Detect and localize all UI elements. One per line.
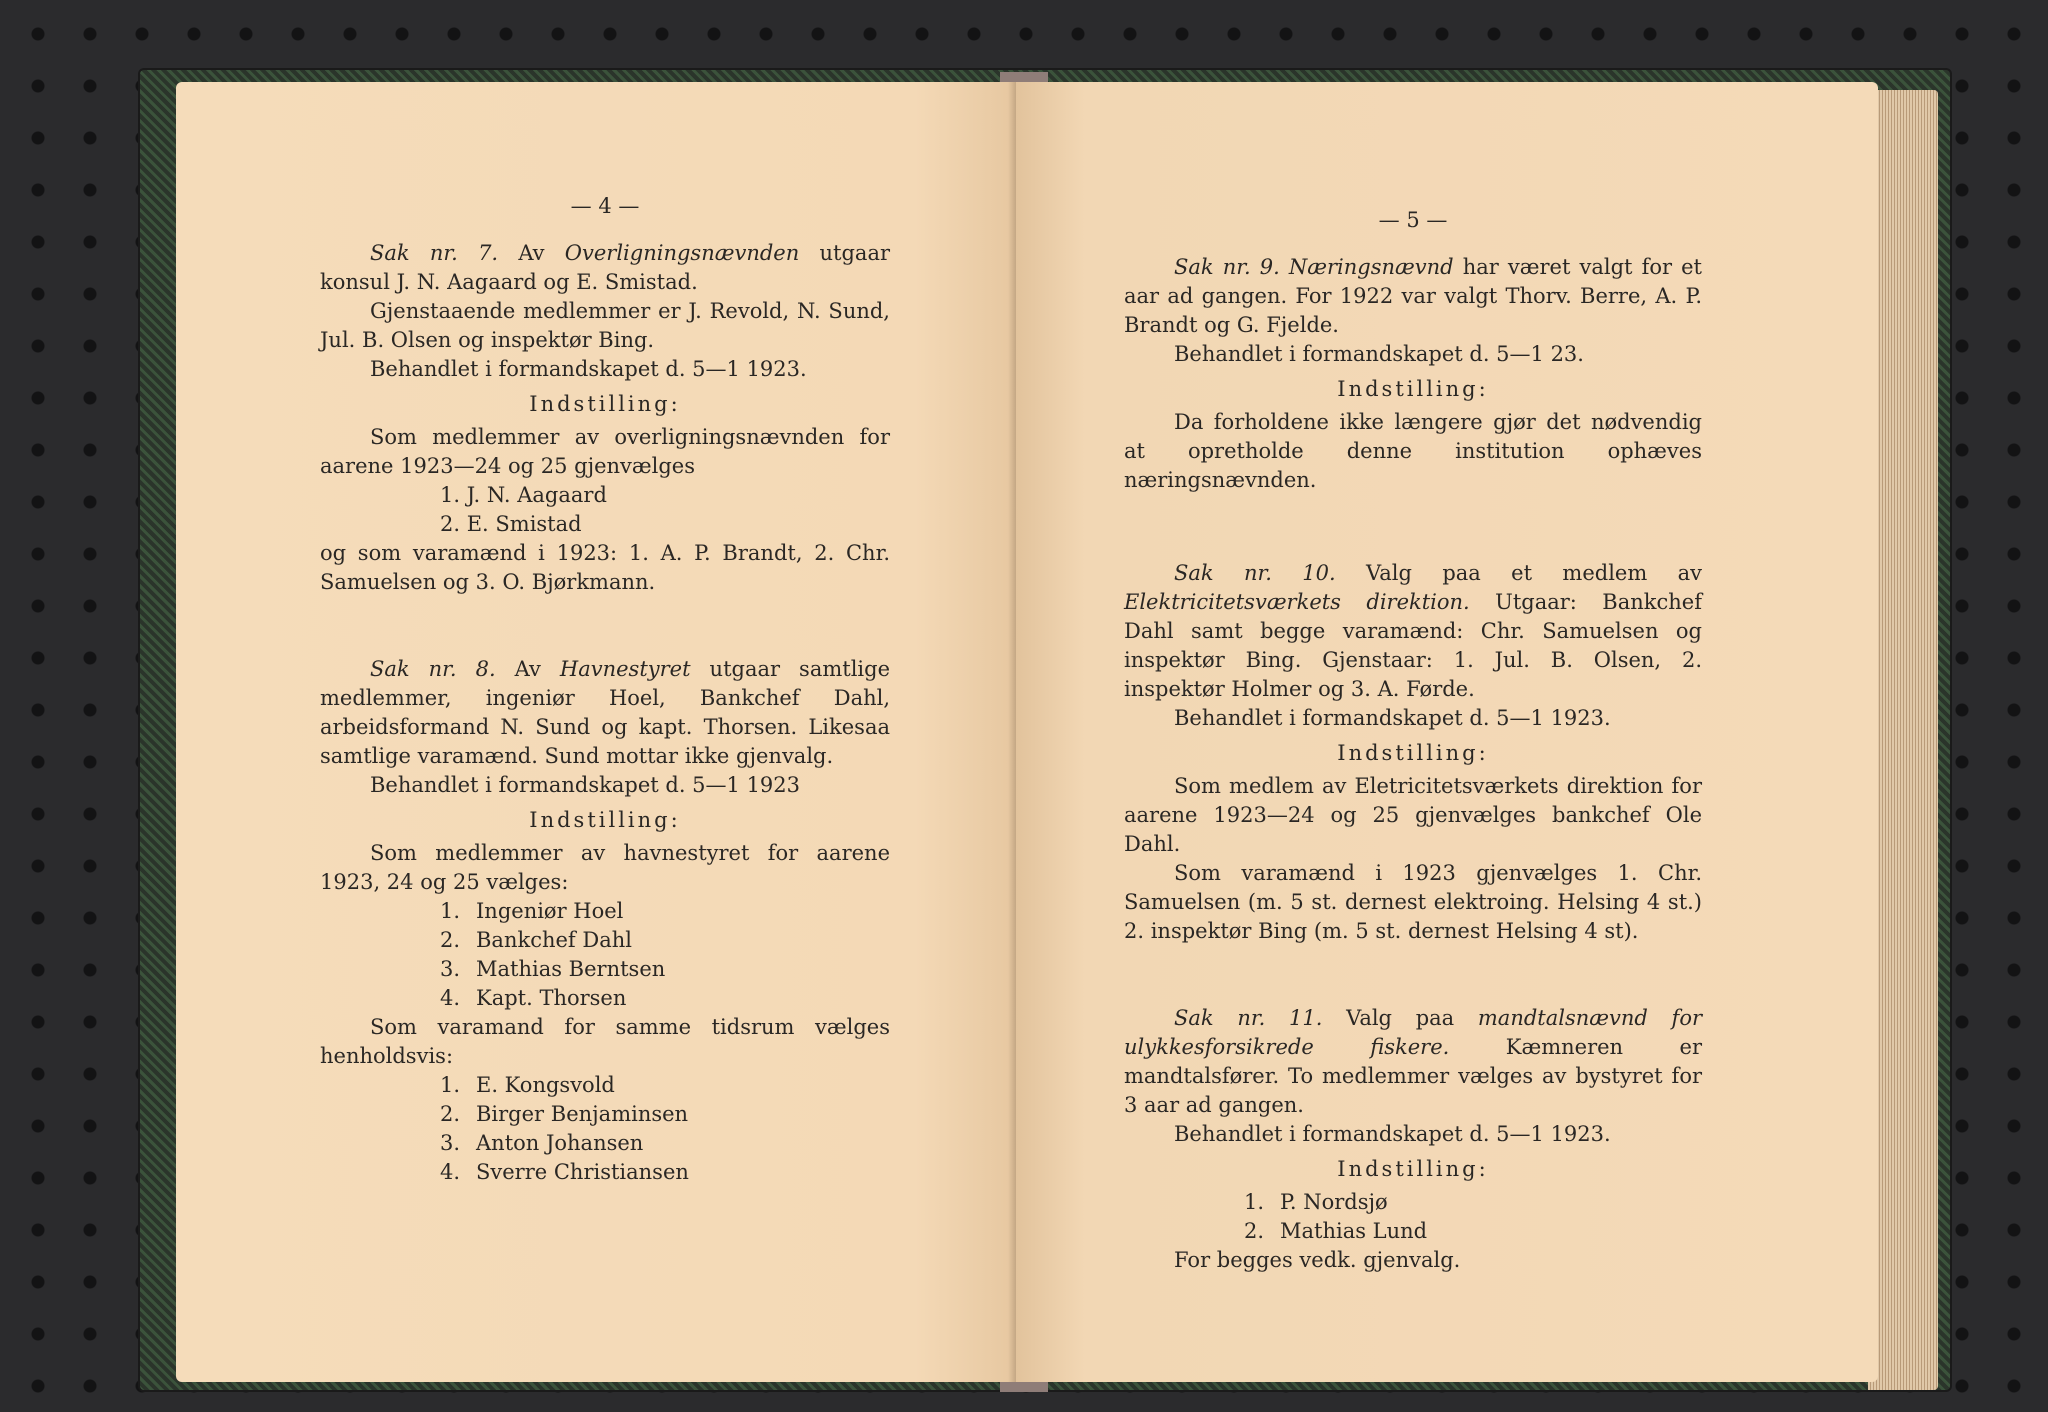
sak-heading: Sak nr. 10. — [1174, 561, 1336, 585]
left-page-text — [320, 192, 890, 1187]
sak-8-intro: Sak nr. 8. Av Havnestyret utgaar samtlige medlemmer, ingeniør Hoel, Bankchef Dahl, arbeidsformand N. Sund og kapt. Thorsen. Likesaa samtlige varamænd. Sund mottar ikke gjenvalg. — [320, 657, 891, 768]
list-item: 1. Ingeniør Hoel — [440, 899, 624, 923]
committee-name: Elektricitetsværkets direktion. — [1124, 590, 1470, 614]
list-item: 4. Kapt. Thorsen — [440, 986, 627, 1010]
list-item: 3. Mathias Berntsen — [440, 957, 666, 981]
sak-11-members — [1124, 1188, 1702, 1246]
committee-name: mandtalsnævnd for ulykkesforsikrede fiskere. — [1124, 1006, 1702, 1059]
left-page — [176, 82, 1016, 1382]
right-page-text — [1124, 206, 1702, 1275]
page-number: — 4 — — [570, 194, 640, 218]
list-item: 1. J. N. Aagaard — [440, 483, 607, 507]
right-page — [1016, 82, 1878, 1382]
sak-8-recommendation: Som medlemmer av havnestyret for aarene 1923, 24 og 25 vælges: — [320, 841, 890, 894]
sak-7-treated: Behandlet i formandskapet d. 5—1 1923. — [370, 357, 807, 381]
sak-10-recommendation: Som medlem av Eletricitetsværkets direktion for aarene 1923—24 og 25 gjenvælges bankchef Ole Dahl. — [1124, 774, 1702, 856]
sak-heading: Sak nr. 8. — [370, 657, 496, 681]
list-item: 2. E. Smistad — [440, 512, 582, 536]
sak-heading: Sak nr. 9. — [1174, 255, 1280, 279]
sak-7-members — [320, 481, 890, 539]
recommendation-heading: Indstilling: — [529, 808, 681, 832]
list-item: 2. Birger Benjaminsen — [440, 1102, 689, 1126]
sak-11-intro: Sak nr. 11. Valg paa mandtalsnævnd for ulykkesforsikrede fiskere. Kæmneren er mandtalsfører. To medlemmer vælges av bystyret for 3 aar ad gangen. — [1124, 1006, 1702, 1117]
list-item: 1. E. Kongsvold — [440, 1073, 615, 1097]
list-item: 2. Bankchef Dahl — [440, 928, 632, 952]
sak-10-deputies: Som varamænd i 1923 gjenvælges 1. Chr. Samuelsen (m. 5 st. dernest elektroing. Helsing 4 st.) 2. inspektør Bing (m. 5 st. dernest Helsing 4 st). — [1124, 861, 1702, 943]
committee-name: Overligningsnævnden — [564, 241, 800, 265]
sak-9-recommendation: Da forholdene ikke længere gjør det nødvendig at opretholde denne institution ophæves næringsnævnden. — [1124, 410, 1702, 492]
recommendation-heading: Indstilling: — [1337, 377, 1489, 401]
sak-8-members — [320, 897, 890, 1013]
sak-heading: Sak nr. 7. — [370, 241, 499, 265]
sak-8-deputies — [320, 1071, 890, 1187]
sak-7-deputies: og som varamænd i 1923: 1. A. P. Brandt, 2. Chr. Samuelsen og 3. O. Bjørkmann. — [320, 541, 890, 594]
sak-7-remaining: Gjenstaaende medlemmer er J. Revold, N. Sund, Jul. B. Olsen og inspektør Bing. — [320, 299, 890, 352]
sak-11-closing: For begges vedk. gjenvalg. — [1174, 1248, 1461, 1272]
recommendation-heading: Indstilling: — [1337, 741, 1489, 765]
sak-7-recommendation: Som medlemmer av overligningsnævnden for aarene 1923—24 og 25 gjenvælges — [320, 425, 890, 478]
sak-10-treated: Behandlet i formandskapet d. 5—1 1923. — [1174, 706, 1611, 730]
recommendation-heading: Indstilling: — [529, 392, 681, 416]
sak-10-intro: Sak nr. 10. Valg paa et medlem av Elektricitetsværkets direktion. Utgaar: Bankchef Dahl samt begge varamænd: Chr. Samuelsen og inspektør Bing. Gjenstaar: 1. Jul. B. Olsen, 2. inspektør Holmer og 3. A. Førde. — [1124, 561, 1702, 701]
list-item: 2. Mathias Lund — [1244, 1219, 1428, 1243]
sak-heading: Sak nr. 11. — [1174, 1006, 1323, 1030]
page-number: — 5 — — [1378, 208, 1448, 232]
sak-8-treated: Behandlet i formandskapet d. 5—1 1923 — [370, 773, 801, 797]
list-item: 3. Anton Johansen — [440, 1131, 644, 1155]
sak-11-treated: Behandlet i formandskapet d. 5—1 1923. — [1174, 1122, 1611, 1146]
list-item: 4. Sverre Christiansen — [440, 1160, 689, 1184]
committee-name: Næringsnævnd — [1288, 255, 1454, 279]
list-item: 1. P. Nordsjø — [1244, 1190, 1388, 1214]
recommendation-heading: Indstilling: — [1337, 1157, 1489, 1181]
sak-9-treated: Behandlet i formandskapet d. 5—1 23. — [1174, 342, 1584, 366]
committee-name: Havnestyret — [559, 657, 691, 681]
sak-7-intro: Sak nr. 7. Av Overligningsnævnden utgaar konsul J. N. Aagaard og E. Smistad. — [320, 241, 891, 294]
page-edges — [1868, 90, 1938, 1390]
sak-8-deputy-text: Som varamand for samme tidsrum vælges henholdsvis: — [320, 1015, 890, 1068]
sak-9-intro: Sak nr. 9. Næringsnævnd har været valgt for et aar ad gangen. For 1922 var valgt Thorv. Berre, A. P. Brandt og G. Fjelde. — [1124, 255, 1702, 337]
